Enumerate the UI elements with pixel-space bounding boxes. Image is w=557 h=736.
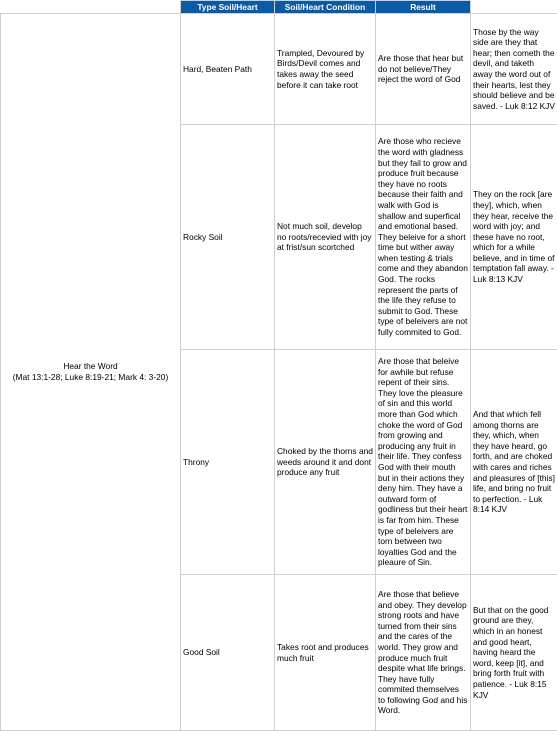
soil-type-cell: Hard, Beaten Path	[181, 14, 275, 125]
result-cell: Are those that beleive for awhile but refuse repent of their sins. They love the pleasure of sin and this world more than God which choke the word of God from growing and producing any fruit in their life. They confess God with their mouth but in their actions they deny him. They have a outward form of godliness but their heart is far from him. These type of beleivers are torn between two loyalties God and the pleaure of Sin.	[376, 350, 471, 575]
soil-type-cell: Rocky Soil	[181, 125, 275, 350]
header-soil-condition: Soil/Heart Condition	[275, 1, 376, 14]
header-type-soil: Type Soil/Heart	[181, 1, 275, 14]
result-cell: Are those who recieve the word with gladness but they fail to grow and produce fruit because they have no roots because their faith and walk with God is shallow and superfical and emotional based. They beleive for a short time but wither away when testing & trials come and they abandon God. The rocks represent the parts of the life they refuse to submit to God. These type of beleivers are not fully commited to God.	[376, 125, 471, 350]
result-cell: Are those that hear but do not believe/They reject the word of God	[376, 14, 471, 125]
soil-type-cell: Throny	[181, 350, 275, 575]
verse-cell: And that which fell among thorns are they, which, when they have heard, go forth, and are choked with cares and riches and pleasures of [this] life, and bring no fruit to perfection. - Luk 8:14 KJV	[471, 350, 557, 575]
hear-references: (Mat 13:1-28; Luke 8:19-21; Mark 4: 3-20)	[12, 372, 169, 382]
verse-cell: They on the rock [are they], which, when they hear, receive the word with joy; and these have no root, which for a while believe, and in time of temptation fall away. - Luk 8:13 KJV	[471, 125, 557, 350]
header-blank-left	[1, 1, 181, 14]
soil-condition-cell: Trampled, Devoured by Birds/Devil comes and takes away the seed before it can take root	[275, 14, 376, 125]
header-row	[1, 1, 557, 14]
soil-condition-cell: Choked by the thorns and weeds around it and dont produce any fruit	[275, 350, 376, 575]
soil-condition-cell: Not much soil, develop no roots/recevied with joy at frist/sun scortched	[275, 125, 376, 350]
hear-the-word-cell	[1, 14, 181, 731]
soil-type-cell: Good Soil	[181, 575, 275, 731]
header-blank-right	[471, 1, 557, 14]
hear-title: Hear the Word	[63, 361, 118, 372]
result-cell: Are those that believe and obey. They develop strong roots and have turned from their sins and the cares of the world. They grow and produce much fruit despite what life brings. They have fully commited themselves to following God and his Word.	[376, 575, 471, 731]
table-row	[1, 14, 557, 125]
verse-cell: Those by the way side are they that hear; then cometh the devil, and taketh away the word out of their hearts, lest they should believe and be saved. - Luk 8:12 KJV	[471, 14, 557, 125]
verse-cell: But that on the good ground are they, which in an honest and good heart, having heard the word, keep [it], and bring forth fruit with patience. - Luk 8:15 KJV	[471, 575, 557, 731]
soil-condition-cell: Takes root and produces much fruit	[275, 575, 376, 731]
header-result: Result	[376, 1, 471, 14]
